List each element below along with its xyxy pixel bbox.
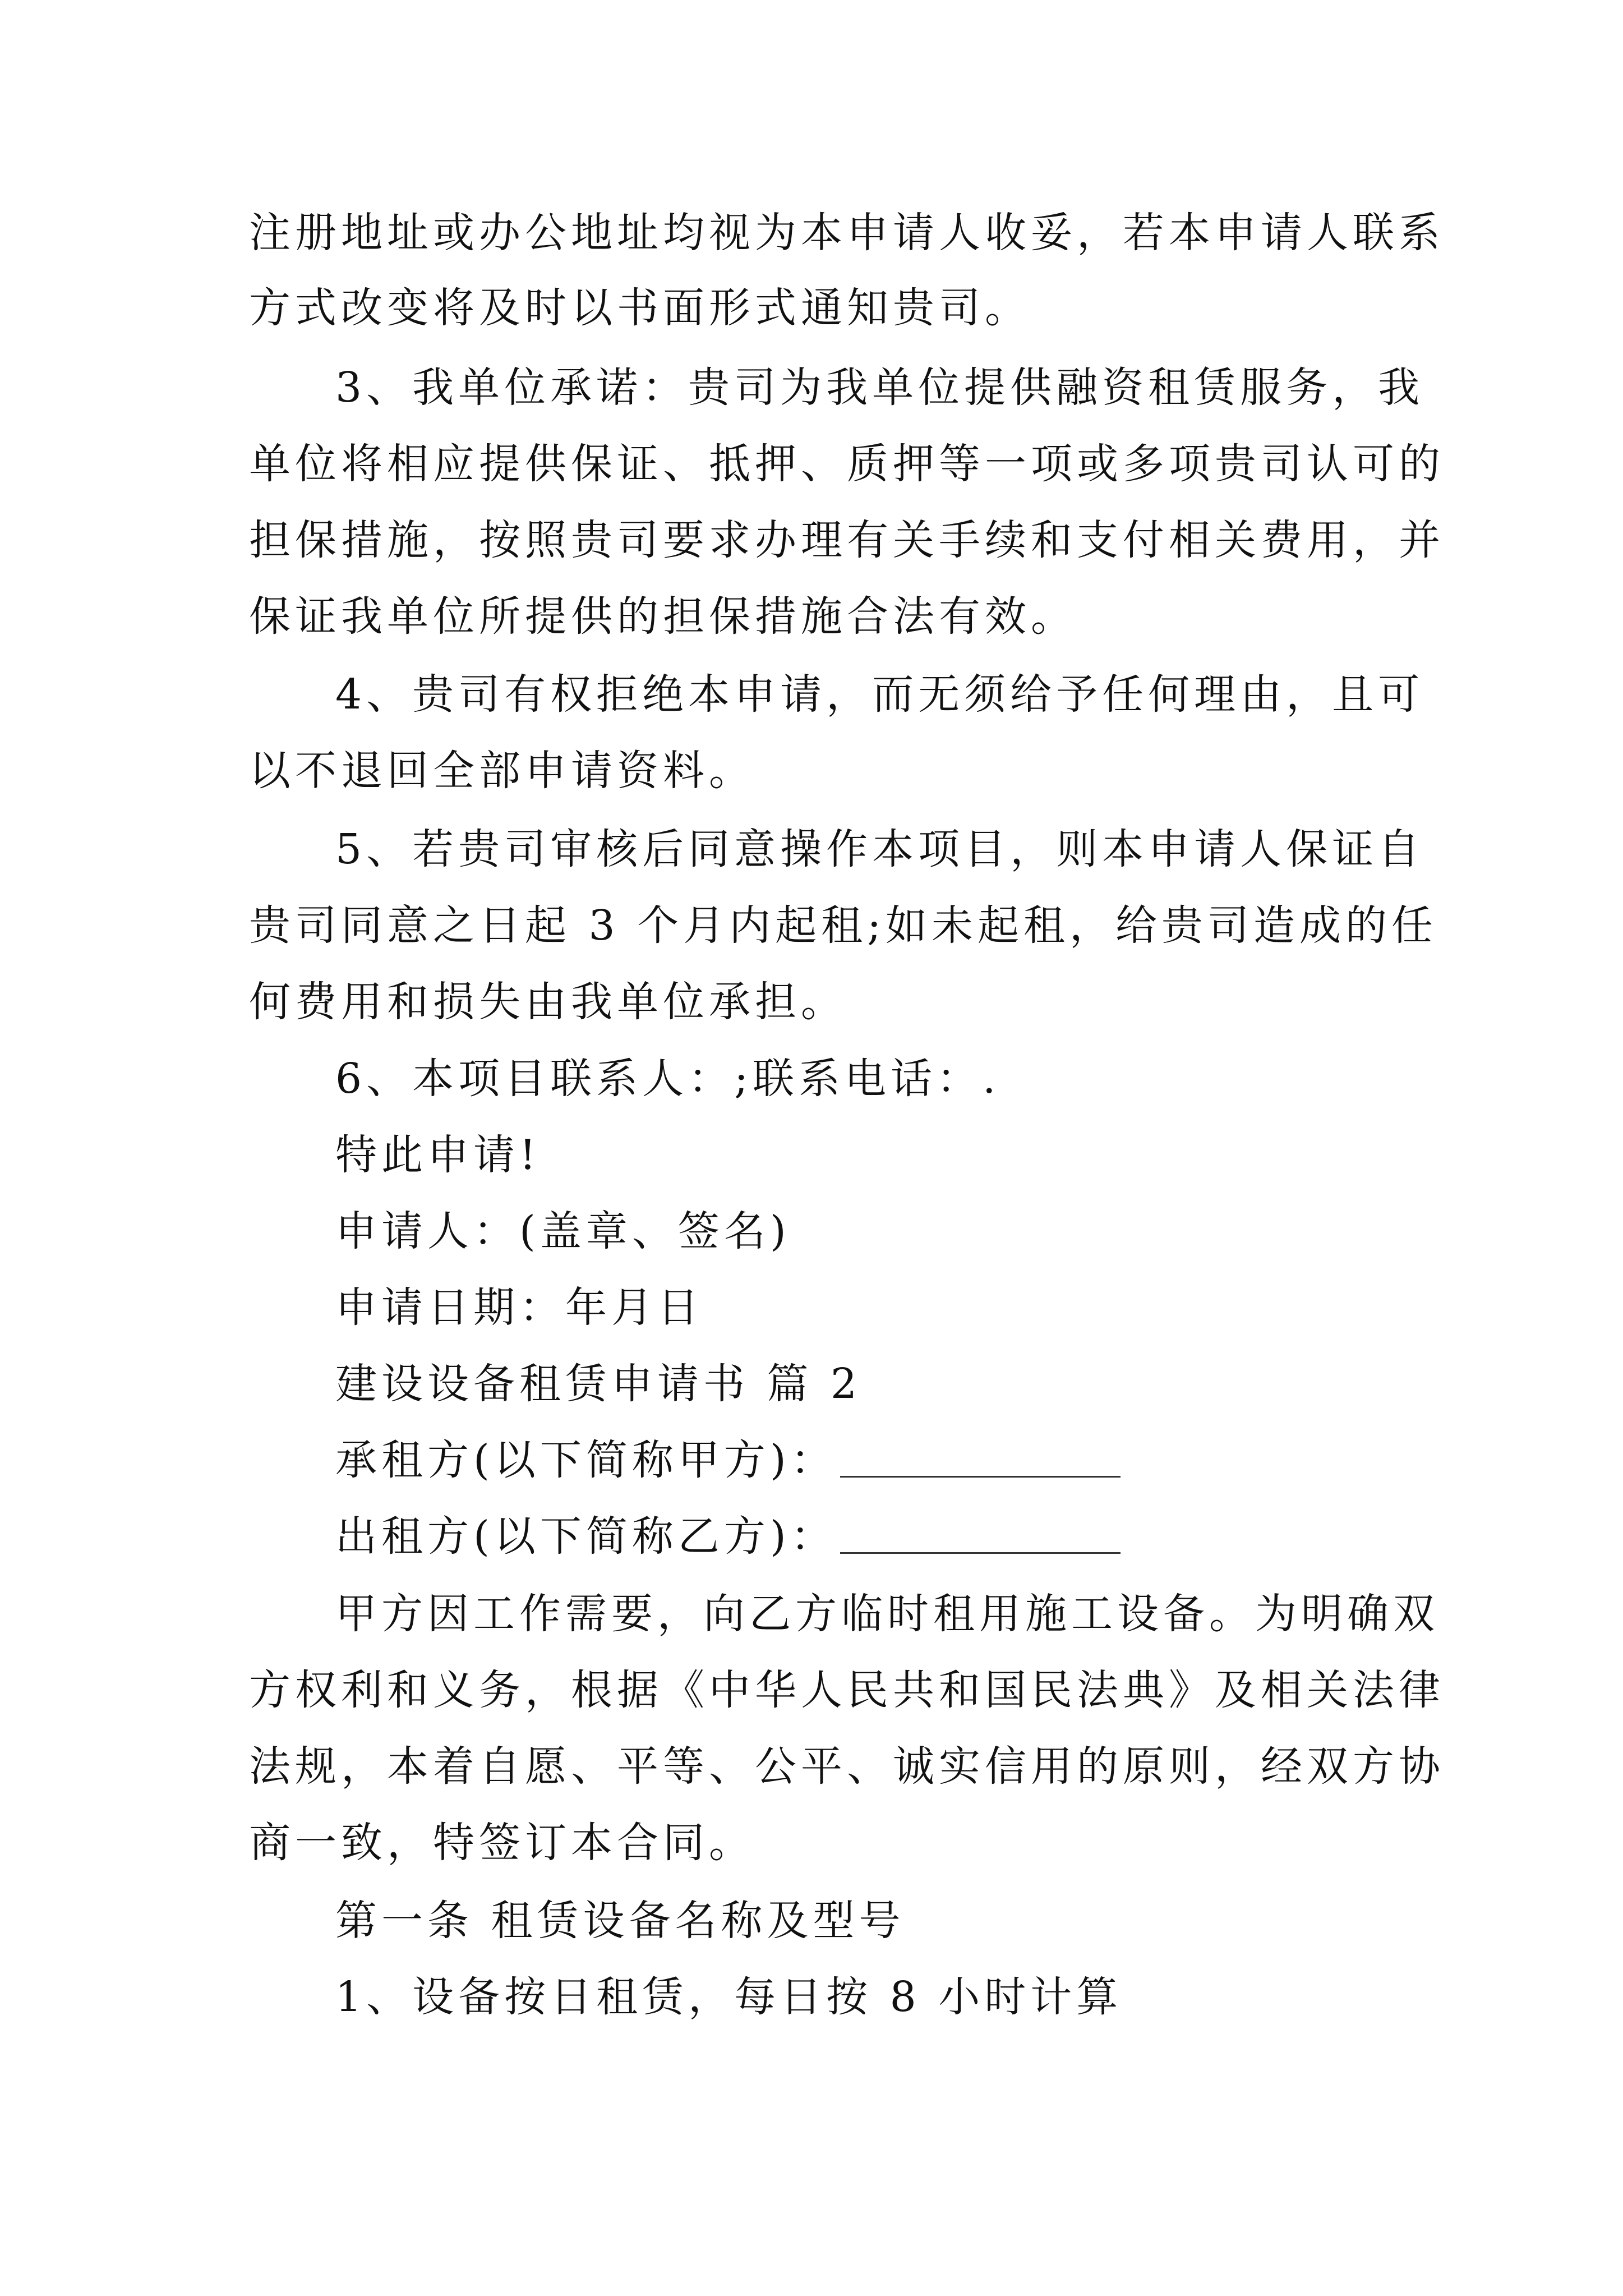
article-heading: 第一条 租赁设备名称及型号 — [335, 1897, 905, 1945]
section-heading: 建设设备租赁申请书 篇 2 — [335, 1360, 862, 1408]
lessor-line — [335, 1506, 1121, 1567]
paragraph-line: 申请日期：年月日 — [335, 1283, 703, 1332]
paragraph-line: 担保措施，按照贵司要求办理有关手续和支付相关费用，并 — [249, 516, 1445, 564]
paragraph-line: 方权利和义务，根据《中华人民共和国民法典》及相关法律 — [249, 1666, 1445, 1714]
paragraph-line: 保证我单位所提供的担保措施合法有效。 — [249, 592, 1077, 641]
paragraph-line: 何费用和损失由我单位承担。 — [249, 978, 847, 1026]
tenant-line — [335, 1429, 1121, 1491]
paragraph-line: 6、本项目联系人：;联系电话：. — [335, 1055, 1000, 1103]
paragraph-line: 特此申请! — [335, 1131, 541, 1179]
lessor-blank — [840, 1550, 1121, 1554]
lessor-label: 出租方(以下简称乙方)： — [335, 1512, 837, 1561]
paragraph-line: 法规，本着自愿、平等、公平、诚实信用的原则，经双方协 — [249, 1742, 1445, 1791]
paragraph-line: 单位将相应提供保证、抵押、质押等一项或多项贵司认可的 — [249, 440, 1445, 488]
paragraph-line: 以不退回全部申请资料。 — [249, 747, 755, 795]
tenant-blank — [840, 1474, 1121, 1478]
paragraph-line: 甲方因工作需要，向乙方临时租用施工设备。为明确双 — [335, 1590, 1439, 1638]
paragraph-line: 申请人：(盖章、签名) — [335, 1207, 791, 1255]
paragraph-line: 3、我单位承诺：贵司为我单位提供融资租赁服务，我 — [335, 364, 1424, 412]
tenant-label: 承租方(以下简称甲方)： — [335, 1436, 837, 1484]
paragraph-line: 1、设备按日租赁，每日按 8 小时计算 — [335, 1973, 1123, 2021]
paragraph-line: 方式改变将及时以书面形式通知贵司。 — [249, 284, 1031, 332]
paragraph-line: 5、若贵司审核后同意操作本项目，则本申请人保证自 — [335, 825, 1424, 873]
paragraph-line: 贵司同意之日起 3 个月内起租;如未起租，给贵司造成的任 — [249, 901, 1438, 950]
paragraph-line: 注册地址或办公地址均视为本申请人收妥，若本申请人联系 — [249, 209, 1445, 257]
paragraph-line: 商一致，特签订本合同。 — [249, 1819, 755, 1867]
paragraph-line: 4、贵司有权拒绝本申请，而无须给予任何理由，且可 — [335, 670, 1424, 719]
